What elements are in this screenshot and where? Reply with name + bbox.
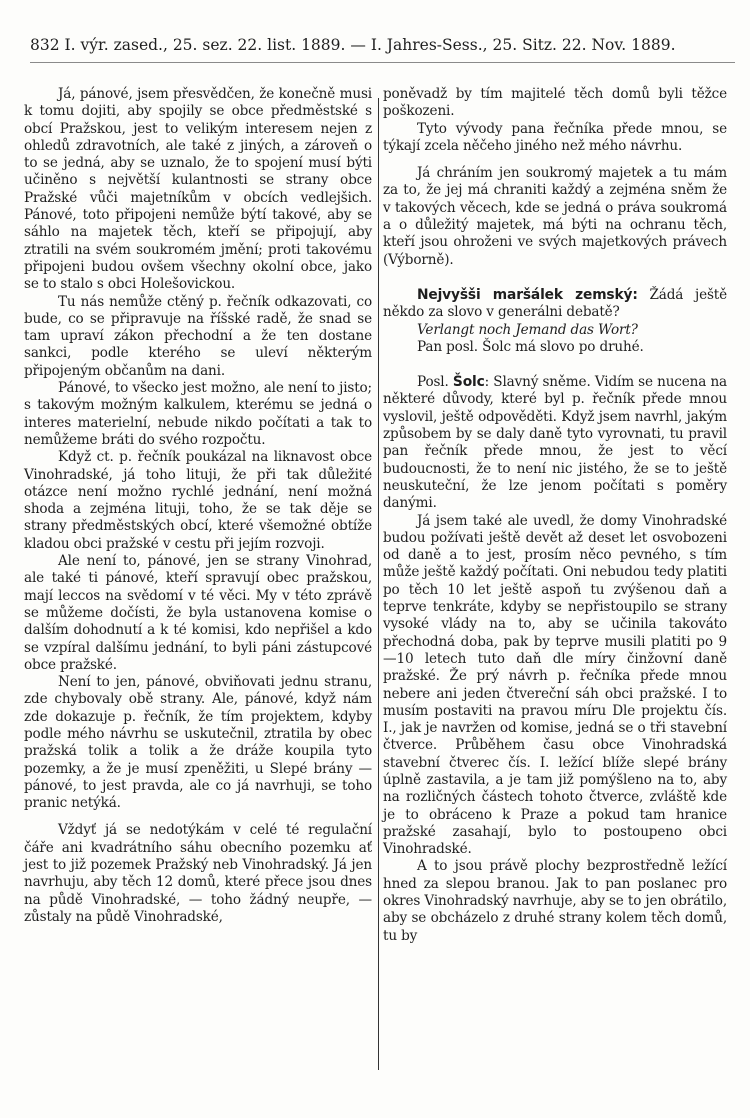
paragraph: Tyto vývody pana řečníka přede mnou, se týkají zcela něčeho jiného než mého návrhu. bbox=[383, 120, 727, 154]
paragraph: Pánové, to všecko jest možno, ale není to jisto; s takovým možným kalkulem, kterému se jedná o interes materielní, nebude nikdo počítati a tak to nemůžeme bráti do svého rozpočtu. bbox=[24, 380, 372, 448]
header-rule bbox=[30, 62, 735, 63]
page-number: 832 bbox=[30, 36, 60, 54]
spacer bbox=[383, 155, 727, 165]
speech-text: Žádá ještě někdo za slovo v generálni debatě? bbox=[383, 286, 728, 321]
paragraph: A to jsou právě plochy bezprostředně ležící hned za slepou branou. Jak to pan poslanec pro okres Vinohradský navrhuje, aby se to jen obrátilo, aby se obcházelo z druhé strany kolem těch domů, tu by bbox=[383, 858, 727, 944]
paragraph: Není to jen, pánové, obviňovati jednu stranu, zde chybovaly obě strany. Ale, pánové, když nám zde dokazuje p. řečník, že tím projektem, kdyby podle mého návrhu se uskutečnil, ztratila by obec pražská tolik a tolik a že dráže koupila tyto pozemky, a že je musí zpeněžiti, u Slepé brány — pánové, to jest pravda, ale co já navrhuji, se toho pranic netýká. bbox=[24, 674, 372, 812]
left-column bbox=[24, 86, 372, 926]
column-divider bbox=[378, 98, 379, 1070]
speech-text: : Slavný sněme. Vidím se nucena na některé důvody, které byl p. řečník přede mnou vyslovil, ještě odpověděti. Když jsem navrhl, jakým způsobem by se daly daně tyto vyrovnati, tu pravil pan řečník přede mnou, že jest to věcí budoucnosti, že to není nic jistého, že se to ještě neuskuteční, že lze jenom počítati s poměry danými. bbox=[383, 374, 727, 512]
spacer bbox=[24, 812, 372, 822]
speaker-title: Posl. bbox=[417, 374, 449, 391]
header-czech: I. výr. zased., 25. sez. 22. list. 1889. bbox=[64, 36, 346, 54]
speaker-name: Nejvyšši maršálek zemský: bbox=[417, 286, 638, 303]
german-question: Verlangt noch Jemand das Wort? bbox=[417, 321, 638, 338]
spacer bbox=[383, 269, 727, 287]
speech-text: Pan posl. Šolc má slovo po druhé. bbox=[417, 338, 644, 355]
paragraph: Tu nás nemůže ctěný p. řečník odkazovati, co bude, co se připravuje na říšské radě, že snad se tam upraví zákon přechodní a že ten dostane sankci, podle kterého se uleví některým připojeným občanům na dani. bbox=[24, 293, 372, 379]
paragraph: Já jsem také ale uvedl, že domy Vinohradské budou požívati ještě devět až deset let osvobozeni od daně a to jest, prosím něco pevného, s tím může ještě každý počítati. Oni nebudou tedy platiti po těch 10 let ještě aspoň tu zvýšenou daň a teprve tenkráte, kdyby se nepřistoupilo se strany vysoké vlády na to, aby se učinila takováto přechodná doba, pak by teprve musili platiti po 9—10 letech tuto daň dle míry činžovní daně pražské. Že prý návrh p. řečníka přede mnou nebere ani jeden čtvereční sáh obci pražské. I to musím postaviti na pravou míru Dle projektu čís. I., jak je navržen od komise, jedná se o tři stavební čtverce. Průběhem času obce Vinohradská stavební čtverec čís. I. ležící blíže slepé brány úplně zastavila, a je tam již pomýšleno na to, aby na rozličných částech tohoto čtverce, zvláště kde je to obráceno k Praze a pokud tam hranice pražské zasahají, bylo to postoupeno obci Vinohradské. bbox=[383, 512, 727, 858]
speaker-name: Šolc bbox=[452, 374, 485, 391]
spacer bbox=[383, 356, 727, 374]
paragraph: Ale není to, pánové, jen se strany Vinohrad, ale také ti pánové, kteří spravují obec pražskou, mají leccos na svědomí v té věci. My v této zprávě se můžeme dočísti, že byla ustanovena komise o dalším dohodnutí a k té komisi, kdo nepřišel a kdo se vzpíral dalšímu jednání, to byli páni zástupcové obce pražské. bbox=[24, 553, 372, 673]
paragraph-continuation: poněvadž by tím majitelé těch domů byli těžce poškozeni. bbox=[383, 86, 727, 120]
running-header bbox=[30, 36, 735, 54]
solc-speech bbox=[383, 374, 727, 512]
paragraph: Já, pánové, jsem přesvědčen, že konečně musi k tomu dojiti, aby spojily se obce předměstské s obcí Pražskou, jest to velikým interesem nejen z ohledů zdravotních, ale také z jiných, a zároveň o to se jedná, aby se uznalo, že to spojení musí býti učiněno s největší kulantnosti se strany obce Pražské vůči majetníkům v obcích vedlejšich. Pánové, toto připojeni nemůže býtí takové, aby se sáhlo na majetek těch, kteří se připojují, aby ztratili na svém soukromém jmění; proti takovému připojeni budou ovšem všechny okolní obce, jako se to stalo s obci Holešovickou. bbox=[24, 86, 372, 293]
paragraph: Když ct. p. řečník poukázal na liknavost obce Vinohradské, já toho lituji, že při tak důležité otázce není možno rychlé jednání, není možná shoda a zejména lituji, toho, že se tak děje se strany předměstských obcí, které všemožné obtíže kladou obci pražské v cestu při jejím rozvoji. bbox=[24, 449, 372, 552]
header-dash: — bbox=[350, 36, 366, 54]
right-column bbox=[383, 86, 727, 945]
paragraph: Já chráním jen soukromý majetek a tu mám za to, že jej má chraniti každý a zejména sněm že v takových věcech, kde se jedná o práva soukromá a o důležitý majetek, má býti na ochranu těch, kteří jsou ohroženi ve svých majetkových právech (Výborně). bbox=[383, 165, 727, 268]
header-german: I. Jahres-Sess., 25. Sitz. 22. Nov. 1889. bbox=[370, 36, 676, 54]
marshal-speech bbox=[383, 287, 727, 322]
paragraph: Vždyť já se nedotýkám v celé té regulační čáře ani kvadrátního sáhu obecního pozemku ať jest to již pozemek Pražský neb Vinohradský. Já jen navrhuju, aby těch 12 domů, které přece jsou dnes na půdě Vinohradské, — toho žádný neupře, — zůstaly na půdě Vinohradské, bbox=[24, 822, 372, 925]
